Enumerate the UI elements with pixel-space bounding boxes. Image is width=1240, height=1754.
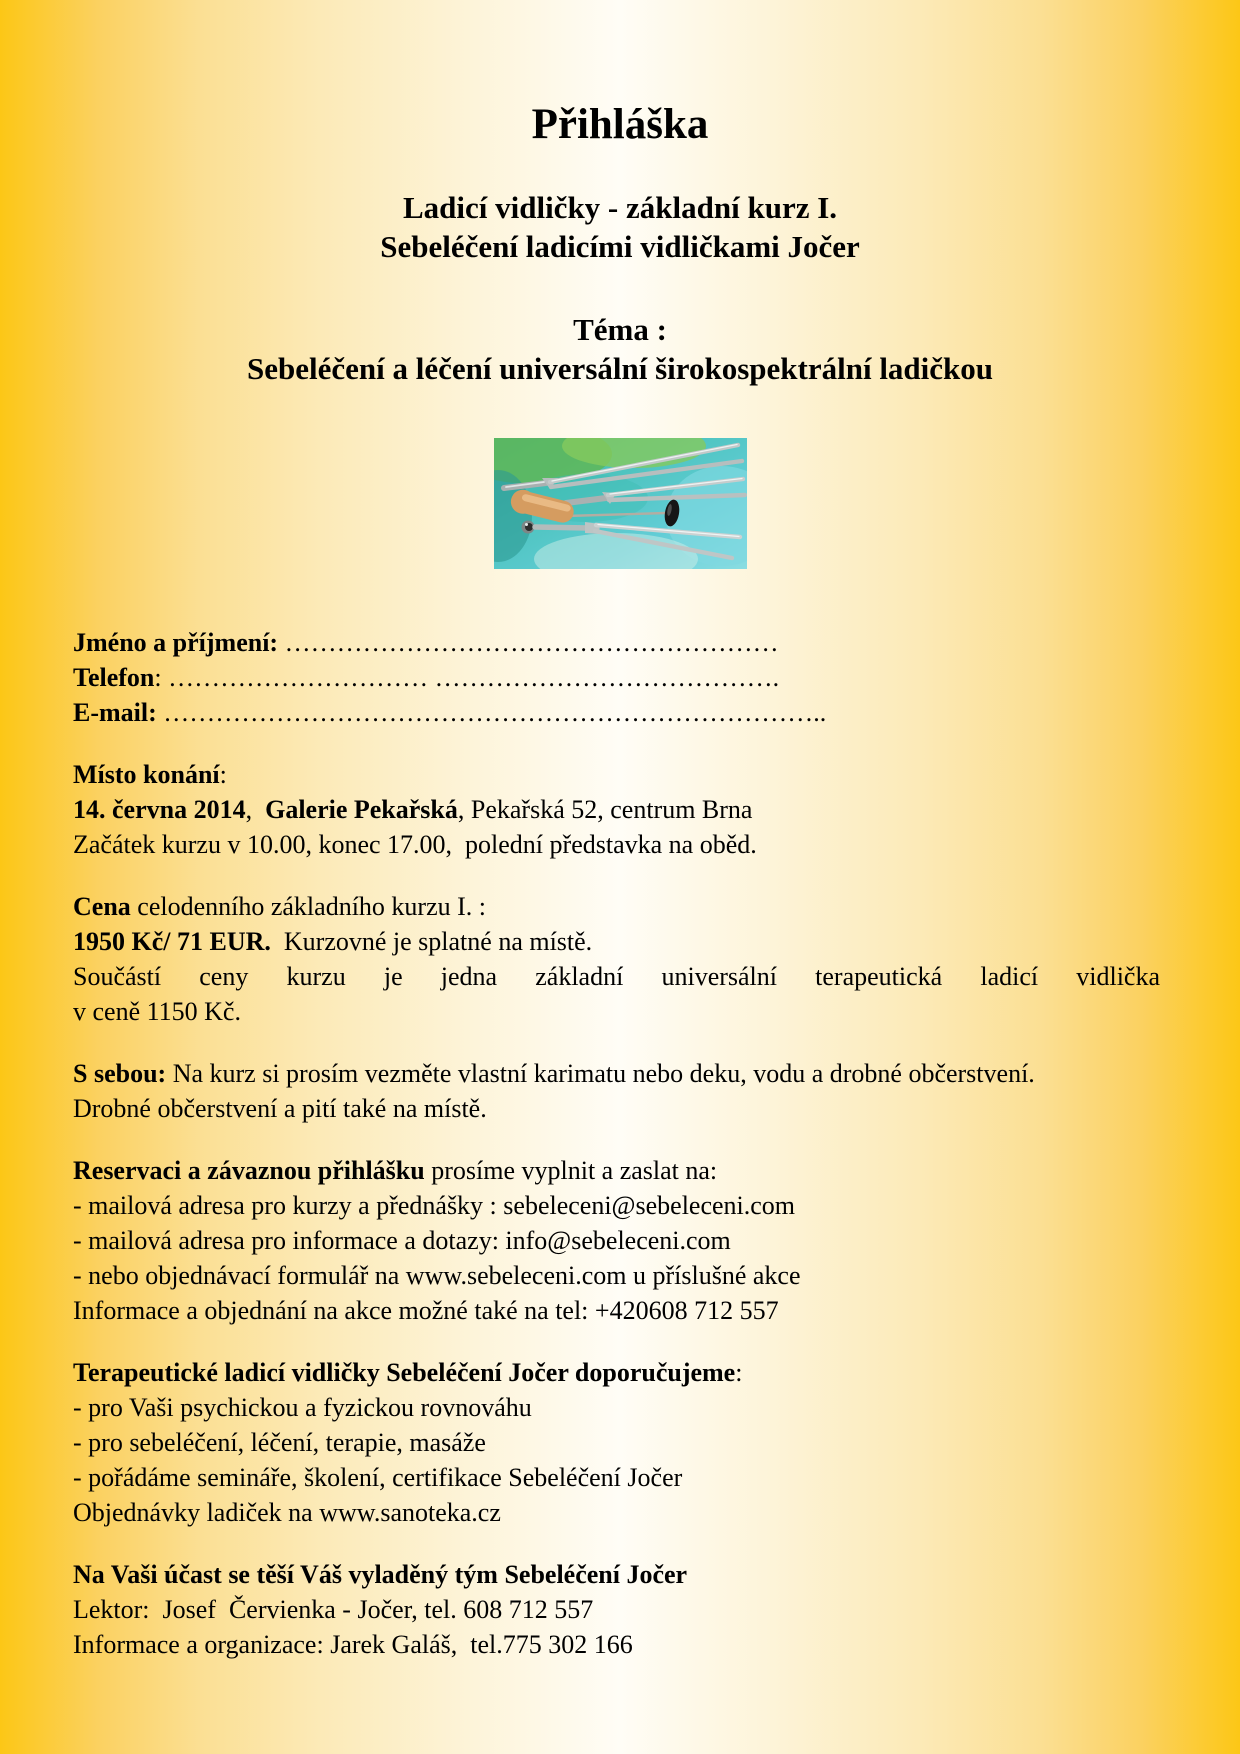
name-field-label: Jméno a příjmení: bbox=[73, 628, 279, 657]
theme-title: Sebeléčení a léčení universální širokospektrální ladičkou bbox=[246, 351, 994, 386]
email-field-blank: ………………………………………………………………….. bbox=[156, 698, 827, 727]
venue-gallery: Galerie Pekařská bbox=[265, 795, 458, 824]
name-field-line bbox=[73, 625, 1160, 660]
form-body bbox=[0, 625, 1240, 1662]
recommend-heading bbox=[73, 1355, 1160, 1390]
reservation-option-web-form: - nebo objednávací formulář na www.sebeleceni.com u příslušné akce bbox=[73, 1261, 801, 1290]
organizer-line: Informace a organizace: Jarek Galáš, tel.775 302 166 bbox=[73, 1630, 633, 1659]
reservation-heading-label: Reservaci a závaznou přihlášku bbox=[73, 1156, 425, 1185]
venue-time-line: Začátek kurzu v 10.00, konec 17.00, polední představka na oběd. bbox=[73, 830, 757, 859]
price-heading bbox=[73, 889, 1160, 924]
reservation-heading-rest: prosíme vyplnit a zaslat na: bbox=[424, 1156, 718, 1185]
bring-label: S sebou: bbox=[73, 1059, 167, 1088]
tuning-forks-photo bbox=[494, 438, 747, 569]
reservation-heading bbox=[73, 1153, 1160, 1188]
recommend-item-balance: - pro Vaši psychickou a fyzickou rovnováhu bbox=[73, 1393, 532, 1422]
price-amount-note: Kurzovné je splatné na místě. bbox=[270, 927, 593, 956]
recommend-heading-label: Terapeutické ladicí vidličky Sebeléčení Jočer doporučujeme bbox=[73, 1358, 736, 1387]
closing-line: Na Vaši účast se těší Váš vyladěný tým Sebeléčení Jočer bbox=[73, 1560, 688, 1589]
page-title: Přihláška bbox=[531, 101, 709, 148]
course-title-line2: Sebeléčení ladicími vidličkami Jočer bbox=[380, 229, 860, 264]
email-field-label: E-mail: bbox=[73, 698, 157, 727]
phone-field-blank: : ………………………… …………………………………. bbox=[154, 663, 780, 692]
course-title-line1: Ladicí vidličky - základní kurz I. bbox=[402, 190, 838, 225]
recommend-item-seminars: - pořádáme semináře, školení, certifikace Sebeléčení Jočer bbox=[73, 1463, 683, 1492]
price-amount: 1950 Kč/ 71 EUR. bbox=[73, 927, 271, 956]
bring-line2: Drobné občerstvení a pití také na místě. bbox=[73, 1094, 487, 1123]
bring-text: Na kurz si prosím vezměte vlastní karimatu nebo deku, vodu a drobné občerstvení. bbox=[166, 1059, 1035, 1088]
email-field-line bbox=[73, 695, 1160, 730]
recommend-orders-line: Objednávky ladiček na www.sanoteka.cz bbox=[73, 1498, 501, 1527]
lector-line: Lektor: Josef Červienka - Jočer, tel. 608 712 557 bbox=[73, 1595, 594, 1624]
reservation-phone-line: Informace a objednání na akce možné také na tel: +420608 712 557 bbox=[73, 1296, 779, 1325]
phone-field-label: Telefon bbox=[73, 663, 155, 692]
price-amount-line bbox=[73, 924, 1160, 959]
recommend-item-healing: - pro sebeléčení, léčení, terapie, masáže bbox=[73, 1428, 486, 1457]
course-title bbox=[0, 188, 1240, 266]
closing-section bbox=[73, 1557, 1160, 1662]
venue-heading-label: Místo konání bbox=[73, 760, 220, 789]
theme-label: Téma : bbox=[573, 312, 667, 347]
venue-heading bbox=[73, 757, 1160, 792]
price-heading-rest: celodenního základního kurzu I. : bbox=[130, 892, 486, 921]
price-heading-label: Cena bbox=[73, 892, 131, 921]
reservation-option-email-courses: - mailová adresa pro kurzy a přednášky : sebeleceni@sebeleceni.com bbox=[73, 1191, 796, 1220]
price-section bbox=[73, 889, 1160, 1029]
price-included-line2: v ceně 1150 Kč. bbox=[73, 997, 241, 1026]
bring-line1 bbox=[73, 1056, 1160, 1091]
contact-fields bbox=[73, 625, 1160, 730]
venue-separator: , bbox=[245, 795, 266, 824]
venue-date: 14. června 2014 bbox=[73, 795, 246, 824]
phone-field-line bbox=[73, 660, 1160, 695]
venue-date-line bbox=[73, 792, 1160, 827]
venue-heading-colon: : bbox=[219, 760, 227, 789]
venue-section bbox=[73, 757, 1160, 862]
reservation-section bbox=[73, 1153, 1160, 1328]
recommend-heading-colon: : bbox=[735, 1358, 743, 1387]
name-field-blank: ………………………………………………… bbox=[278, 628, 779, 657]
price-included-line1: Součástí ceny kurzu je jedna základní universální terapeutická ladicí vidlička bbox=[73, 962, 1160, 991]
theme-section bbox=[0, 310, 1240, 388]
reservation-option-email-info: - mailová adresa pro informace a dotazy: info@sebeleceni.com bbox=[73, 1226, 731, 1255]
venue-address: , Pekařská 52, centrum Brna bbox=[457, 795, 753, 824]
recommend-section bbox=[73, 1355, 1160, 1530]
bring-section bbox=[73, 1056, 1160, 1126]
